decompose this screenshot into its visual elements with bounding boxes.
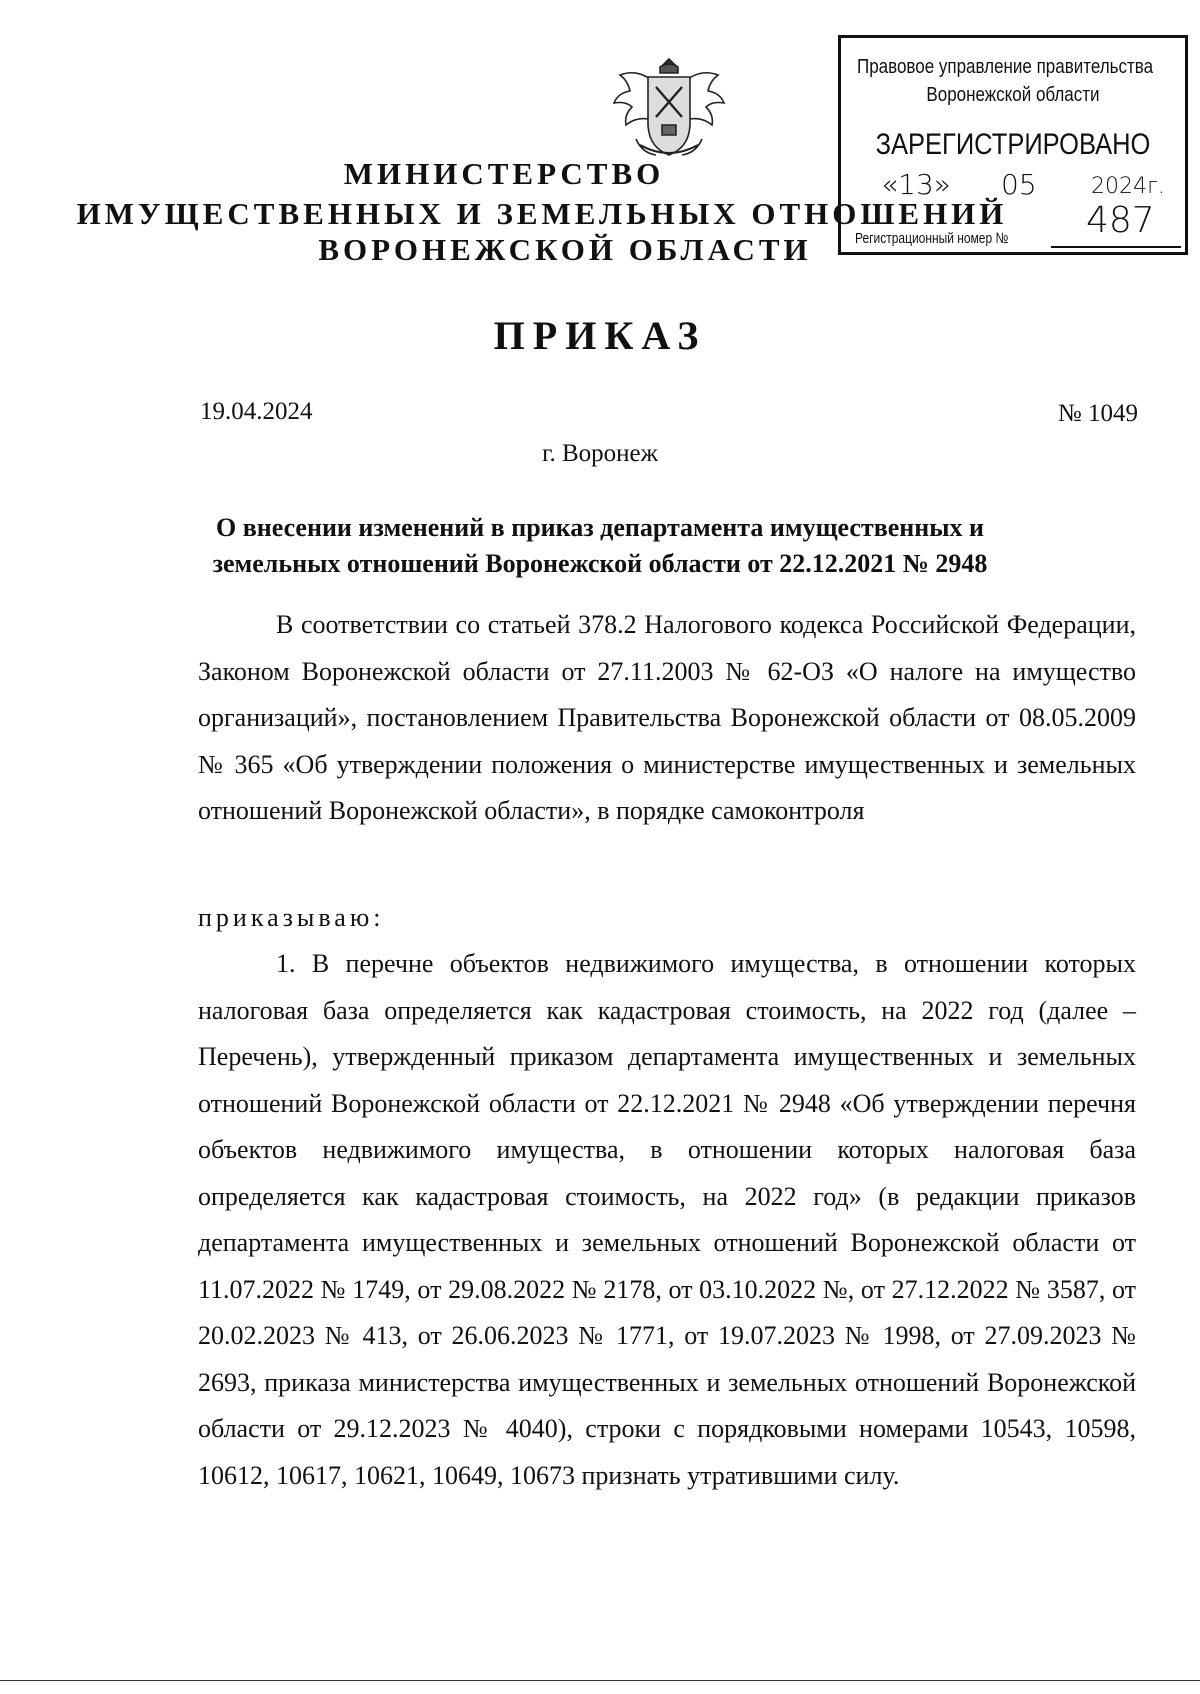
ministry-name-line1: МИНИСТЕРСТВО [343,156,665,191]
order-item-1: 1. В перечне объектов недвижимого имущества, в отношении которых налоговая база определяется как кадастровая стоимость, на 2022 год (далее – Перечень), утвержденный приказом департамента имущественных и земельных отношений Воронежской области от 22.12.2021 № 2948 «Об утверждении перечня объектов недвижимого имущества, в отношении которых налоговая база определяется как кадастровая стоимость, на 2022 год» (в редакции приказов департамента имущественных и земельных отношений Воронежской области от 11.07.2022 № 1749, от 29.08.2022 № 2178, от 03.10.2022 №, от 27.12.2022 № 3587, от 20.02.2023 № 413, от 26.06.2023 № 1771, от 19.07.2023 № 1998, от 27.09.2023 № 2693, приказа министерства имущественных и земельных отношений Воронежской области от 29.12.2023 № 4040), строки с порядковыми номерами 10543, 10598, 10612, 10617, 10621, 10649, 10673 признать утратившими силу. [198,949,1136,1490]
ministry-name-line3: ВОРОНЕЖСКОЙ ОБЛАСТИ [318,232,812,267]
stamp-year: 2024г. [1091,174,1165,199]
stamp-dashed-border [838,35,1188,38]
stamp-reg-underline [1051,246,1181,248]
document-number: № 1049 [1057,400,1138,427]
stamp-authority-line1: Правовое управление правительства [857,56,1154,78]
document-title: ПРИКАЗ [493,313,707,358]
ministry-name-line2: ИМУЩЕСТВЕННЫХ И ЗЕМЕЛЬНЫХ ОТНОШЕНИЙ [76,196,1008,231]
preamble-paragraph: В соответствии со статьей 378.2 Налогового кодекса Российской Федерации, Законом Воронежской области от 27.11.2003 № 62-ОЗ «О налоге на имущество организаций», постановлением Правительства Воронежской области от 08.05.2009 № 365 «Об утверждении положения о министерстве имущественных и земельных отношений Воронежской области», в порядке самоконтроля [198,610,1136,825]
registration-stamp [838,35,1188,255]
stamp-month: 05 [1001,168,1037,201]
stamp-status: ЗАРЕГИСТРИРОВАНО [875,128,1151,161]
order-word: приказываю: [198,903,385,932]
document-subject: О внесении изменений в приказ департамента имущественных и земельных отношений Воронежской области от 22.12.2021 № 2948 [212,513,988,578]
stamp-reg-label: Регистрационный номер № [855,230,1009,247]
coat-of-arms-emblem [610,55,728,163]
stamp-authority-line2: Воронежской области [926,84,1100,106]
stamp-day: «13» [881,168,951,201]
stamp-reg-number: 487 [1086,200,1155,241]
document-city: г. Воронеж [542,440,658,467]
document-date: 19.04.2024 [200,398,313,425]
page-bottom-rule [0,1680,1200,1681]
